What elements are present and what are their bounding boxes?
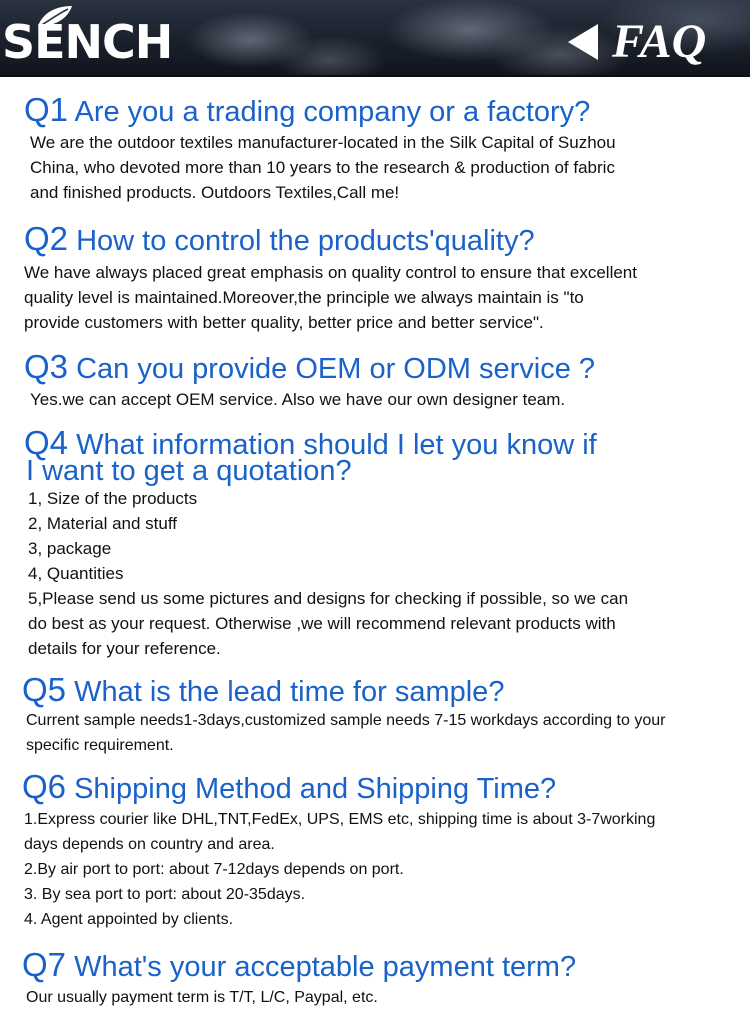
answer-line: Yes.we can accept OEM service. Also we have our own designer team.: [30, 390, 566, 409]
answer-text: [24, 260, 750, 335]
answer-line: 1, Size of the products: [28, 489, 198, 508]
question-number: Q1: [24, 91, 69, 128]
question-text: What is the lead time for sample?: [66, 676, 505, 708]
faq-item-q1: [0, 91, 750, 205]
question-text: Are you a trading company or a factory?: [68, 96, 591, 128]
answer-line: 1.Express courier like DHL,TNT,FedEx, UPS, EMS etc, shipping time is about 3-7working: [24, 811, 656, 828]
answer-line: 3, package: [28, 539, 112, 558]
answer-line: specific requirement.: [26, 737, 174, 754]
answer-line: 4, Quantities: [28, 564, 124, 583]
question-number: Q5: [22, 671, 67, 708]
question-text: What's your acceptable payment term?: [66, 951, 577, 983]
answer-text: [28, 486, 750, 661]
faq-item-q2: [0, 220, 750, 335]
answer-text: [26, 985, 750, 1010]
question-heading: [22, 768, 750, 805]
answer-line: do best as your request. Otherwise ,we will recommend relevant products with: [28, 614, 616, 633]
question-heading: [22, 946, 750, 983]
answer-line: quality level is maintained.Moreover,the principle we always maintain is "to: [24, 288, 584, 307]
answer-line: Current sample needs1-3days,customized sample needs 7-15 workdays according to your: [26, 712, 666, 729]
faq-item-q6: [0, 768, 750, 932]
answer-line: days depends on country and area.: [24, 836, 275, 853]
answer-text: [30, 130, 750, 205]
question-number: Q4: [24, 424, 69, 461]
answer-line: Our usually payment term is T/T, L/C, Paypal, etc.: [26, 989, 378, 1006]
answer-line: 2, Material and stuff: [28, 514, 177, 533]
answer-line: China, who devoted more than 10 years to the research & production of fabric: [30, 158, 615, 177]
faq-item-q5: [0, 671, 750, 758]
arrow-left-icon: [566, 22, 600, 62]
answer-line: and finished products. Outdoors Textiles,Call me!: [30, 183, 400, 202]
answer-line: We are the outdoor textiles manufacturer-located in the Silk Capital of Suzhou: [30, 133, 616, 152]
answer-text: [24, 807, 750, 932]
question-number: Q7: [22, 946, 67, 983]
faq-title: FAQ: [612, 15, 707, 68]
faq-item-q3: [0, 348, 750, 412]
question-number: Q3: [24, 348, 69, 385]
answer-line: We have always placed great emphasis on quality control to ensure that excellent: [24, 263, 637, 282]
question-text: What information should I let you know if: [68, 429, 597, 461]
question-heading: [24, 91, 750, 128]
brand-logo: SENCH: [2, 15, 173, 69]
question-number: Q6: [22, 768, 67, 805]
answer-line: details for your reference.: [28, 639, 221, 658]
answer-line: 3. By sea port to port: about 20-35days.: [24, 886, 306, 903]
header-banner: [0, 0, 750, 77]
question-heading: [24, 424, 750, 461]
answer-text: [26, 708, 750, 758]
question-text: How to control the products'quality?: [68, 225, 535, 257]
answer-line: 2.By air port to port: about 7-12days depends on port.: [24, 861, 404, 878]
answer-line: 4. Agent appointed by clients.: [24, 911, 234, 928]
faq-item-q4: [0, 424, 750, 661]
answer-text: [30, 387, 750, 412]
question-heading: [24, 348, 750, 385]
question-number: Q2: [24, 220, 69, 257]
faq-item-q7: [0, 946, 750, 1010]
question-heading-line2: I want to get a quotation?: [26, 455, 352, 487]
question-heading: [24, 220, 750, 257]
answer-line: provide customers with better quality, better price and better service".: [24, 313, 544, 332]
question-heading: [22, 671, 750, 708]
question-text: Can you provide OEM or ODM service ?: [68, 353, 596, 385]
question-text: Shipping Method and Shipping Time?: [66, 773, 557, 805]
answer-line: 5,Please send us some pictures and designs for checking if possible, so we can: [28, 589, 629, 608]
